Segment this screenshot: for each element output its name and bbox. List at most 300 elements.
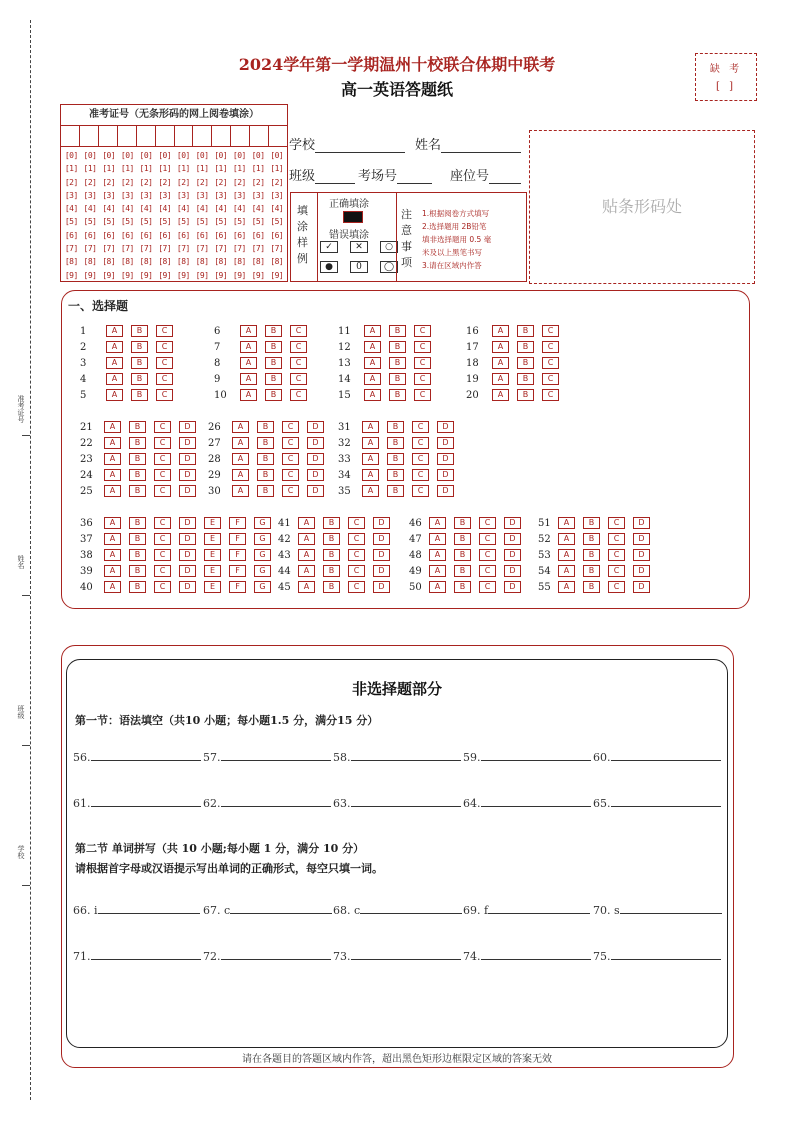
option-bubble[interactable]: E [204,565,221,577]
digit-bubble[interactable]: [9] [195,270,209,280]
school-blank[interactable] [315,152,405,153]
digit-bubble[interactable]: [6] [176,230,190,240]
option-bubble[interactable]: D [307,469,324,481]
option-bubble[interactable]: B [129,549,146,561]
option-bubble[interactable]: D [504,565,521,577]
option-bubble[interactable]: A [232,421,249,433]
digit-bubble[interactable]: [8] [176,257,190,267]
option-bubble[interactable]: D [373,517,390,529]
option-bubble[interactable]: B [583,549,600,561]
option-bubble[interactable]: C [542,373,559,385]
option-bubble[interactable]: D [504,581,521,593]
option-bubble[interactable]: C [154,453,171,465]
option-bubble[interactable]: B [129,581,146,593]
blank-item[interactable] [593,950,721,963]
option-bubble[interactable]: C [414,341,431,353]
option-bubble[interactable]: B [257,421,274,433]
digit-bubble[interactable]: [8] [270,257,284,267]
exam-number-cell[interactable] [61,126,80,146]
option-bubble[interactable]: C [412,437,429,449]
digit-bubble[interactable]: [7] [232,244,246,254]
digit-bubble[interactable]: [9] [270,270,284,280]
option-bubble[interactable]: C [608,549,625,561]
digit-bubble[interactable]: [4] [64,204,78,214]
option-bubble[interactable]: B [389,325,406,337]
answer-blank[interactable] [481,760,591,761]
digit-bubble[interactable]: [2] [176,177,190,187]
digit-bubble[interactable]: [4] [251,204,265,214]
digit-bubble[interactable]: [4] [270,204,284,214]
option-bubble[interactable]: B [129,421,146,433]
digit-bubble[interactable]: [6] [270,230,284,240]
option-bubble[interactable]: A [106,389,123,401]
option-bubble[interactable]: D [373,565,390,577]
absent-box[interactable] [695,53,757,101]
digit-bubble[interactable]: [1] [270,164,284,174]
digit-bubble[interactable]: [1] [139,164,153,174]
option-bubble[interactable]: F [229,549,246,561]
digit-bubble[interactable]: [2] [232,177,246,187]
digit-bubble[interactable]: [5] [176,217,190,227]
digit-bubble[interactable]: [9] [214,270,228,280]
digit-bubble[interactable]: [3] [102,190,116,200]
option-bubble[interactable]: D [504,549,521,561]
digit-bubble[interactable]: [5] [120,217,134,227]
digit-bubble[interactable]: [5] [102,217,116,227]
option-bubble[interactable]: B [323,565,340,577]
option-bubble[interactable]: C [282,421,299,433]
option-bubble[interactable]: B [129,453,146,465]
option-bubble[interactable]: D [633,549,650,561]
blank-item[interactable] [73,904,200,917]
school-field[interactable] [289,134,405,153]
digit-bubble[interactable]: [4] [83,204,97,214]
answer-blank[interactable] [620,913,722,914]
option-bubble[interactable]: A [364,325,381,337]
option-bubble[interactable]: A [232,453,249,465]
option-bubble[interactable]: B [265,373,282,385]
option-bubble[interactable]: B [257,485,274,497]
option-bubble[interactable]: G [254,533,271,545]
option-bubble[interactable]: B [323,581,340,593]
exam-number-cell[interactable] [212,126,231,146]
digit-bubble[interactable]: [0] [139,151,153,160]
digit-bubble[interactable]: [7] [83,244,97,254]
option-bubble[interactable]: C [290,357,307,369]
option-bubble[interactable]: C [154,421,171,433]
answer-blank[interactable] [360,913,462,914]
digit-bubble[interactable]: [8] [232,257,246,267]
option-bubble[interactable]: C [348,549,365,561]
option-bubble[interactable]: A [492,389,509,401]
digit-bubble[interactable]: [9] [251,270,265,280]
blank-item[interactable] [463,950,591,963]
option-bubble[interactable]: A [104,453,121,465]
option-bubble[interactable]: B [257,453,274,465]
exam-number-cell[interactable] [269,126,287,146]
option-bubble[interactable]: A [558,517,575,529]
digit-bubble[interactable]: [8] [83,257,97,267]
digit-bubble[interactable]: [7] [64,244,78,254]
digit-bubble[interactable]: [4] [195,204,209,214]
digit-bubble[interactable]: [1] [120,164,134,174]
option-bubble[interactable]: C [156,373,173,385]
digit-bubble[interactable]: [0] [251,151,265,160]
digit-bubble[interactable]: [0] [176,151,190,160]
digit-bubble[interactable]: [6] [64,230,78,240]
option-bubble[interactable]: B [257,469,274,481]
digit-bubble[interactable]: [4] [158,204,172,214]
option-bubble[interactable]: D [179,517,196,529]
digit-bubble[interactable]: [6] [195,230,209,240]
answer-blank[interactable] [230,913,332,914]
option-bubble[interactable]: B [323,533,340,545]
answer-blank[interactable] [91,806,201,807]
option-bubble[interactable]: G [254,549,271,561]
option-bubble[interactable]: A [106,373,123,385]
option-bubble[interactable]: A [240,325,257,337]
option-bubble[interactable]: C [542,325,559,337]
option-bubble[interactable]: C [156,325,173,337]
digit-bubble[interactable]: [6] [102,230,116,240]
digit-bubble[interactable]: [8] [251,257,265,267]
option-bubble[interactable]: C [156,357,173,369]
option-bubble[interactable]: C [348,517,365,529]
option-bubble[interactable]: C [156,341,173,353]
option-bubble[interactable]: B [323,517,340,529]
option-bubble[interactable]: C [154,549,171,561]
option-bubble[interactable]: A [429,581,446,593]
digit-bubble[interactable]: [6] [232,230,246,240]
option-bubble[interactable]: B [583,565,600,577]
exam-number-cell[interactable] [156,126,175,146]
option-bubble[interactable]: C [479,549,496,561]
option-bubble[interactable]: E [204,581,221,593]
digit-bubble[interactable]: [6] [120,230,134,240]
option-bubble[interactable]: D [633,517,650,529]
digit-bubble[interactable]: [5] [251,217,265,227]
digit-bubble[interactable]: [5] [158,217,172,227]
digit-bubble[interactable]: [4] [176,204,190,214]
option-bubble[interactable]: C [154,533,171,545]
digit-bubble[interactable]: [6] [83,230,97,240]
option-bubble[interactable]: A [364,389,381,401]
digit-bubble[interactable]: [7] [195,244,209,254]
option-bubble[interactable]: C [412,485,429,497]
option-bubble[interactable]: D [179,437,196,449]
option-bubble[interactable]: A [104,533,121,545]
option-bubble[interactable]: A [104,565,121,577]
option-bubble[interactable]: A [240,357,257,369]
option-bubble[interactable]: A [298,581,315,593]
digit-bubble[interactable]: [8] [214,257,228,267]
option-bubble[interactable]: F [229,533,246,545]
option-bubble[interactable]: C [290,389,307,401]
answer-blank[interactable] [98,913,200,914]
digit-bubble[interactable]: [6] [251,230,265,240]
option-bubble[interactable]: A [492,373,509,385]
option-bubble[interactable]: B [517,357,534,369]
blank-item[interactable] [73,950,201,963]
option-bubble[interactable]: A [240,373,257,385]
blank-item[interactable] [333,797,461,810]
digit-bubble[interactable]: [7] [139,244,153,254]
option-bubble[interactable]: C [282,437,299,449]
option-bubble[interactable]: A [232,469,249,481]
option-bubble[interactable]: C [154,469,171,481]
digit-bubble[interactable]: [4] [102,204,116,214]
seat-field[interactable] [450,165,521,184]
option-bubble[interactable]: B [129,533,146,545]
option-bubble[interactable]: F [229,581,246,593]
option-bubble[interactable]: B [454,517,471,529]
option-bubble[interactable]: C [290,341,307,353]
option-bubble[interactable]: A [364,357,381,369]
option-bubble[interactable]: B [131,325,148,337]
exam-number-cell[interactable] [250,126,269,146]
digit-bubble[interactable]: [9] [139,270,153,280]
option-bubble[interactable]: A [362,421,379,433]
exam-number-cell[interactable] [99,126,118,146]
option-bubble[interactable]: B [129,469,146,481]
digit-bubble[interactable]: [7] [251,244,265,254]
option-bubble[interactable]: D [373,533,390,545]
name-blank[interactable] [441,152,521,153]
blank-item[interactable] [203,950,331,963]
exam-number-cell[interactable] [80,126,99,146]
option-bubble[interactable]: C [154,485,171,497]
option-bubble[interactable]: C [156,389,173,401]
digit-bubble[interactable]: [5] [195,217,209,227]
option-bubble[interactable]: D [437,437,454,449]
option-bubble[interactable]: A [362,469,379,481]
digit-bubble[interactable]: [2] [251,177,265,187]
blank-item[interactable] [463,904,590,917]
option-bubble[interactable]: D [373,581,390,593]
option-bubble[interactable]: B [387,485,404,497]
option-bubble[interactable]: A [104,485,121,497]
digit-bubble[interactable]: [9] [120,270,134,280]
option-bubble[interactable]: D [633,565,650,577]
option-bubble[interactable]: A [362,485,379,497]
digit-bubble[interactable]: [3] [158,190,172,200]
option-bubble[interactable]: B [387,453,404,465]
option-bubble[interactable]: C [414,373,431,385]
option-bubble[interactable]: B [389,341,406,353]
digit-bubble[interactable]: [0] [64,151,78,160]
option-bubble[interactable]: B [131,341,148,353]
digit-bubble[interactable]: [2] [64,177,78,187]
digit-bubble[interactable]: [2] [158,177,172,187]
digit-bubble[interactable]: [1] [64,164,78,174]
option-bubble[interactable]: A [429,533,446,545]
answer-blank[interactable] [611,959,721,960]
digit-bubble[interactable]: [1] [232,164,246,174]
option-bubble[interactable]: A [298,549,315,561]
option-bubble[interactable]: B [517,341,534,353]
digit-bubble[interactable]: [7] [214,244,228,254]
digit-bubble[interactable]: [8] [158,257,172,267]
option-bubble[interactable]: D [307,421,324,433]
option-bubble[interactable]: C [412,453,429,465]
digit-bubble[interactable]: [4] [139,204,153,214]
digit-bubble[interactable]: [3] [120,190,134,200]
digit-bubble[interactable]: [2] [195,177,209,187]
answer-blank[interactable] [611,760,721,761]
option-bubble[interactable]: A [492,341,509,353]
option-bubble[interactable]: A [298,533,315,545]
digit-bubble[interactable]: [9] [176,270,190,280]
digit-bubble[interactable]: [7] [270,244,284,254]
option-bubble[interactable]: D [437,469,454,481]
digit-bubble[interactable]: [9] [158,270,172,280]
blank-item[interactable] [333,904,462,917]
option-bubble[interactable]: C [542,389,559,401]
option-bubble[interactable]: C [348,581,365,593]
option-bubble[interactable]: A [298,565,315,577]
option-bubble[interactable]: B [265,357,282,369]
option-bubble[interactable]: C [154,517,171,529]
option-bubble[interactable]: D [179,533,196,545]
option-bubble[interactable]: D [179,469,196,481]
digit-bubble[interactable]: [2] [139,177,153,187]
option-bubble[interactable]: C [608,517,625,529]
option-bubble[interactable]: G [254,517,271,529]
option-bubble[interactable]: A [104,421,121,433]
option-bubble[interactable]: C [154,581,171,593]
exam-number-cell[interactable] [137,126,156,146]
option-bubble[interactable]: C [154,565,171,577]
option-bubble[interactable]: E [204,533,221,545]
option-bubble[interactable]: F [229,517,246,529]
option-bubble[interactable]: B [131,357,148,369]
digit-bubble[interactable]: [7] [120,244,134,254]
option-bubble[interactable]: E [204,517,221,529]
blank-item[interactable] [203,751,331,764]
option-bubble[interactable]: B [389,357,406,369]
option-bubble[interactable]: D [437,421,454,433]
option-bubble[interactable]: D [179,581,196,593]
option-bubble[interactable]: B [517,389,534,401]
option-bubble[interactable]: B [131,373,148,385]
digit-bubble[interactable]: [8] [139,257,153,267]
option-bubble[interactable]: C [282,469,299,481]
option-bubble[interactable]: A [106,357,123,369]
option-bubble[interactable]: B [517,373,534,385]
option-bubble[interactable]: D [307,453,324,465]
exam-number-cell[interactable] [193,126,212,146]
option-bubble[interactable]: C [154,437,171,449]
option-bubble[interactable]: C [414,357,431,369]
digit-bubble[interactable]: [7] [176,244,190,254]
digit-bubble[interactable]: [1] [102,164,116,174]
class-field[interactable] [289,165,355,184]
digit-bubble[interactable]: [3] [195,190,209,200]
digit-bubble[interactable]: [6] [214,230,228,240]
option-bubble[interactable]: A [104,581,121,593]
option-bubble[interactable]: A [558,581,575,593]
blank-item[interactable] [593,904,722,917]
option-bubble[interactable]: D [504,517,521,529]
digit-bubble[interactable]: [3] [214,190,228,200]
option-bubble[interactable]: D [633,533,650,545]
digit-bubble[interactable]: [9] [232,270,246,280]
option-bubble[interactable]: F [229,565,246,577]
option-bubble[interactable]: A [106,341,123,353]
option-bubble[interactable]: B [583,517,600,529]
option-bubble[interactable]: A [364,373,381,385]
option-bubble[interactable]: A [429,517,446,529]
digit-bubble[interactable]: [3] [139,190,153,200]
digit-bubble[interactable]: [8] [64,257,78,267]
option-bubble[interactable]: D [633,581,650,593]
option-bubble[interactable]: A [232,485,249,497]
answer-blank[interactable] [488,913,590,914]
option-bubble[interactable]: B [454,549,471,561]
option-bubble[interactable]: D [179,549,196,561]
digit-bubble[interactable]: [0] [158,151,172,160]
answer-blank[interactable] [221,806,331,807]
option-bubble[interactable]: D [504,533,521,545]
exam-number-cell[interactable] [175,126,194,146]
option-bubble[interactable]: C [282,453,299,465]
option-bubble[interactable]: C [290,325,307,337]
digit-bubble[interactable]: [2] [102,177,116,187]
option-bubble[interactable]: A [364,341,381,353]
option-bubble[interactable]: B [389,389,406,401]
option-bubble[interactable]: D [179,485,196,497]
digit-bubble[interactable]: [8] [195,257,209,267]
option-bubble[interactable]: C [608,581,625,593]
option-bubble[interactable]: B [265,341,282,353]
class-blank[interactable] [315,183,355,184]
answer-blank[interactable] [611,806,721,807]
option-bubble[interactable]: A [429,549,446,561]
exam-number-write-cells[interactable] [61,126,287,147]
digit-bubble[interactable]: [8] [120,257,134,267]
option-bubble[interactable]: B [583,533,600,545]
option-bubble[interactable]: B [387,469,404,481]
option-bubble[interactable]: B [129,437,146,449]
option-bubble[interactable]: B [265,389,282,401]
exam-number-cell[interactable] [118,126,137,146]
option-bubble[interactable]: B [517,325,534,337]
answer-blank[interactable] [351,760,461,761]
option-bubble[interactable]: B [454,533,471,545]
option-bubble[interactable]: D [437,485,454,497]
option-bubble[interactable]: B [454,581,471,593]
digit-bubble[interactable]: [2] [214,177,228,187]
digit-bubble[interactable]: [5] [64,217,78,227]
digit-bubble[interactable]: [0] [102,151,116,160]
option-bubble[interactable]: C [414,325,431,337]
option-bubble[interactable]: B [454,565,471,577]
option-bubble[interactable]: A [558,565,575,577]
option-bubble[interactable]: A [104,469,121,481]
option-bubble[interactable]: B [131,389,148,401]
blank-item[interactable] [333,950,461,963]
option-bubble[interactable]: D [307,437,324,449]
option-bubble[interactable]: C [608,565,625,577]
digit-bubble[interactable]: [1] [214,164,228,174]
digit-bubble[interactable]: [7] [158,244,172,254]
option-bubble[interactable]: G [254,565,271,577]
option-bubble[interactable]: B [387,437,404,449]
option-bubble[interactable]: A [492,357,509,369]
digit-bubble[interactable]: [2] [270,177,284,187]
blank-item[interactable] [73,797,201,810]
option-bubble[interactable]: B [265,325,282,337]
